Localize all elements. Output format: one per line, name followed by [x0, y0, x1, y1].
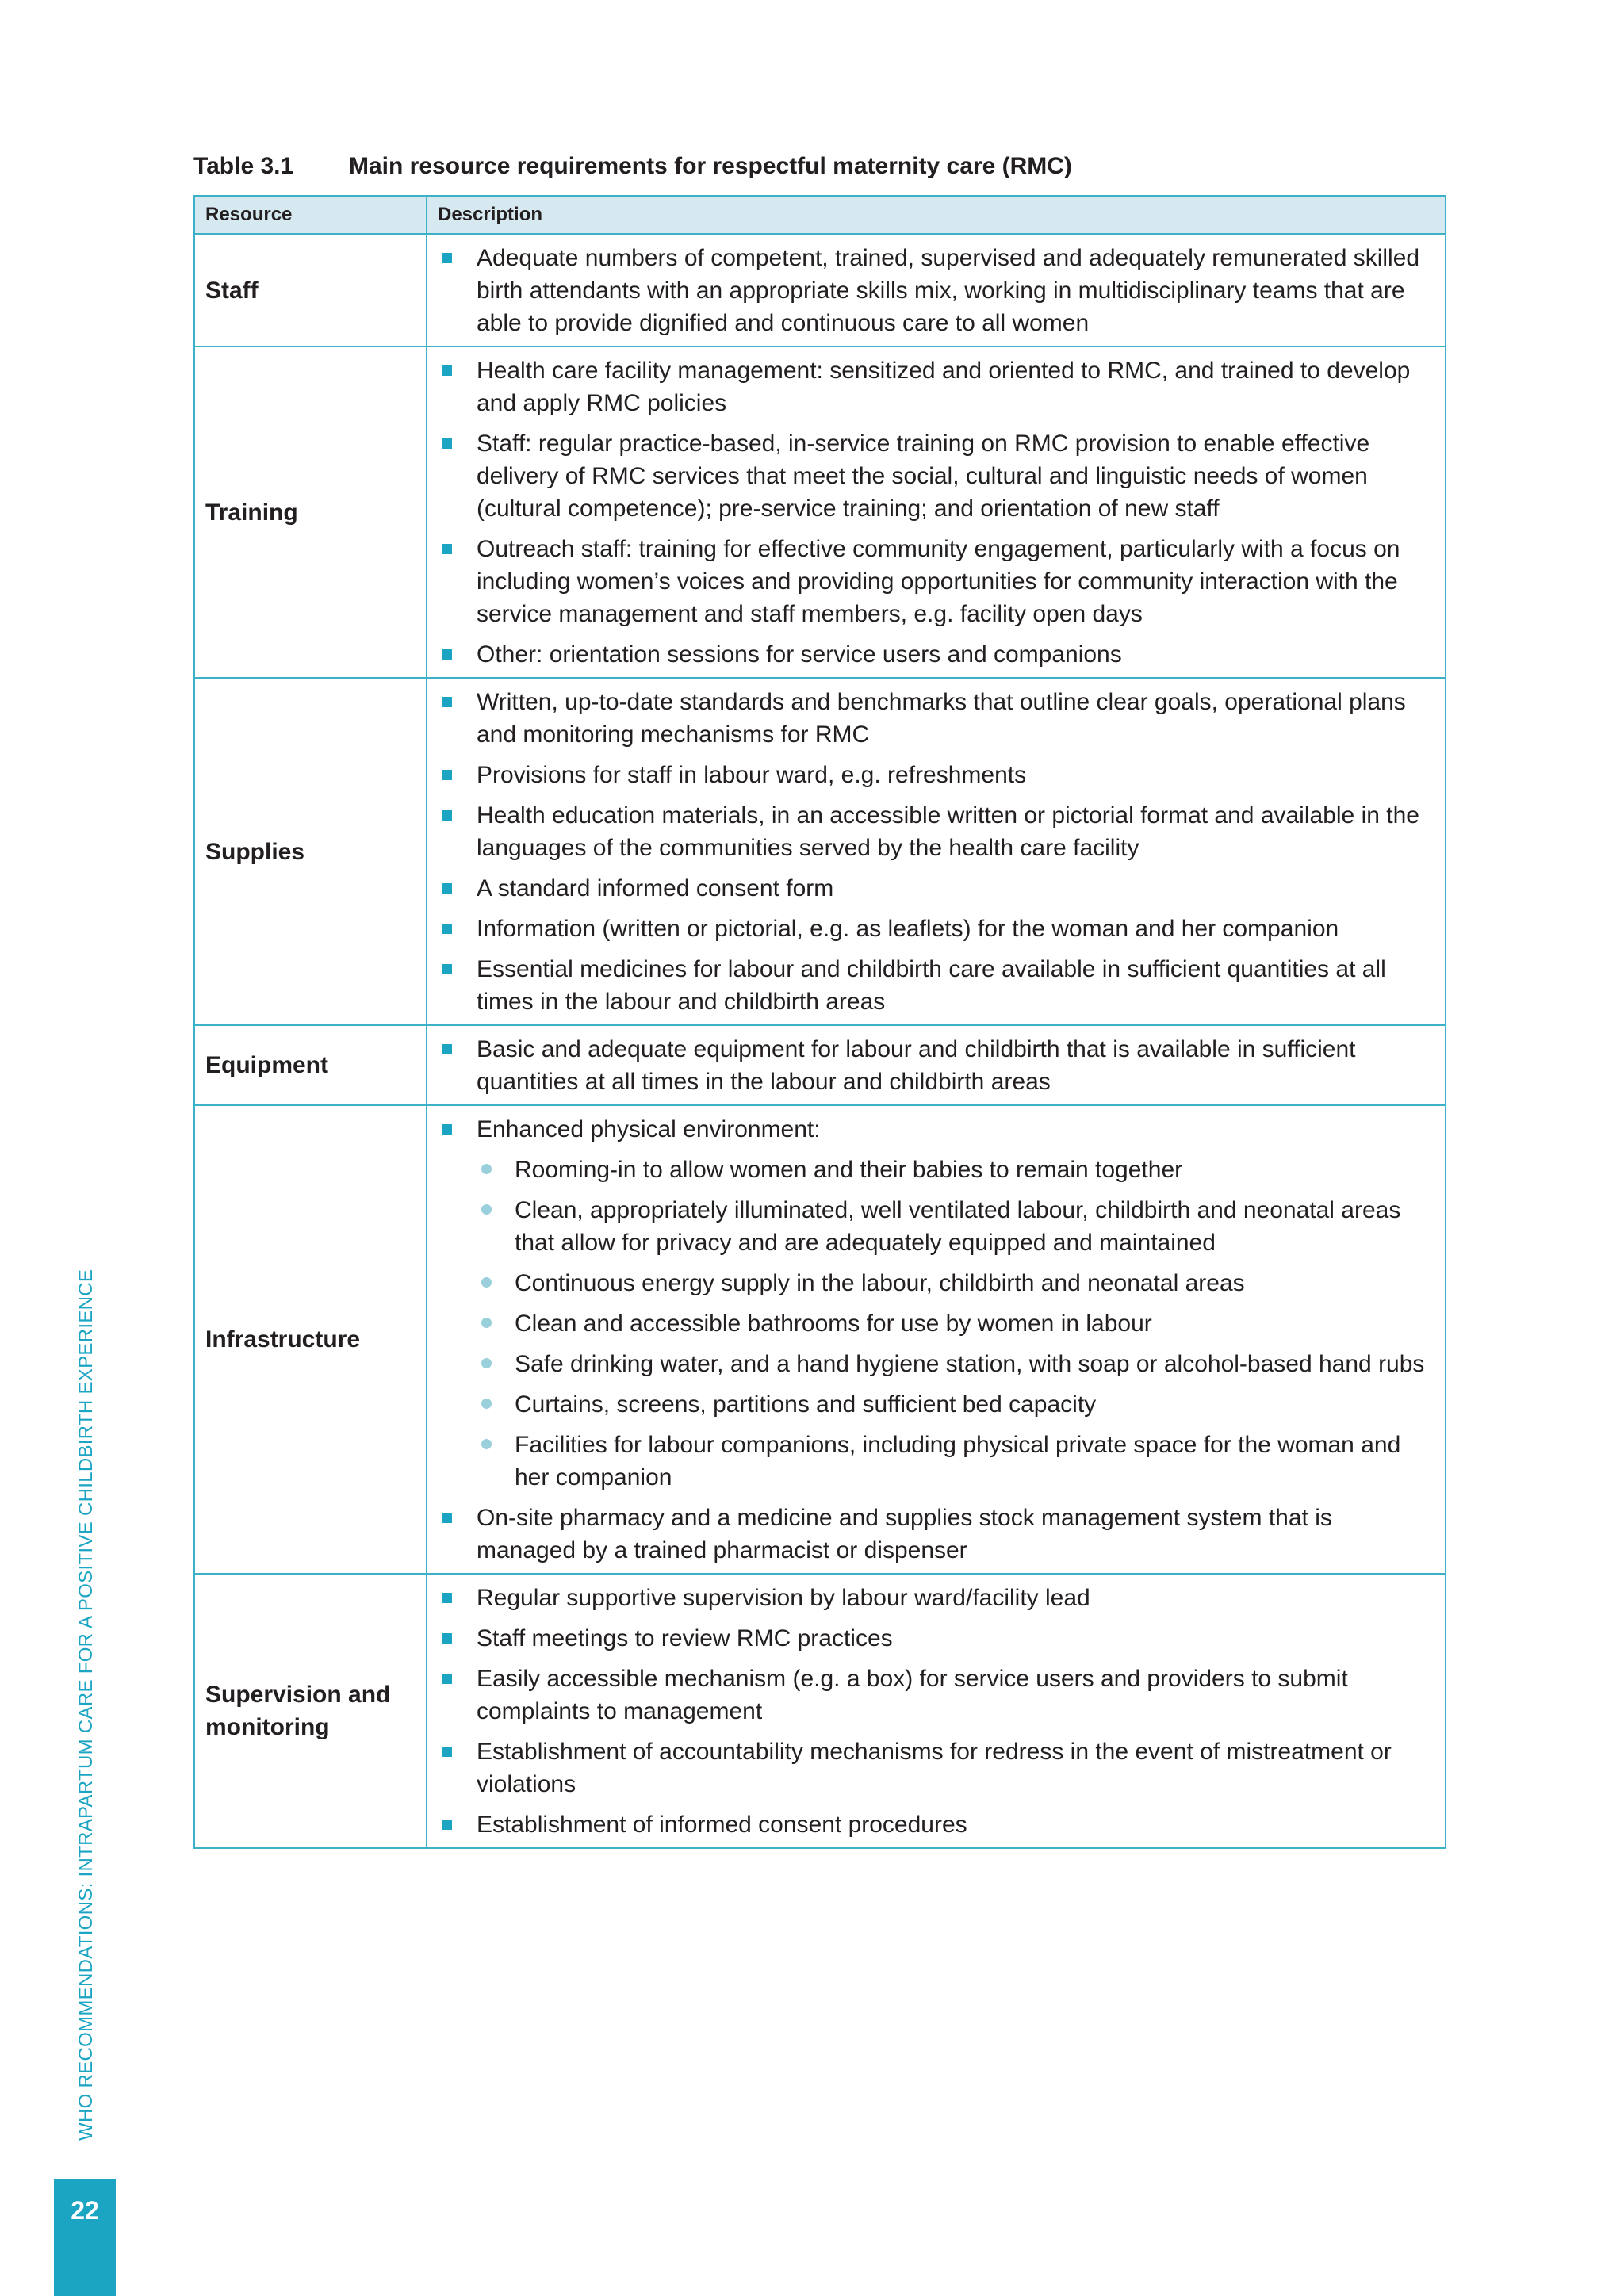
- list-item-text: Health education materials, in an accessible written or pictorial format and available in the languages of the communities served by the health care facility: [477, 802, 1419, 861]
- sub-list-item-text: Rooming-in to allow women and their babies to remain together: [515, 1157, 1183, 1183]
- list-item-text: Establishment of accountability mechanisms for redress in the event of mistreatment or violations: [477, 1739, 1392, 1797]
- page-number: 22: [71, 2196, 99, 2225]
- square-bullet-icon: [442, 544, 452, 554]
- description-list: [439, 686, 1434, 1018]
- list-item: [439, 686, 1434, 751]
- sub-list-item: [477, 1388, 1434, 1421]
- sub-list-item: [477, 1429, 1434, 1494]
- description-cell: [427, 1105, 1446, 1574]
- sub-list-item: [477, 1307, 1434, 1340]
- resource-requirements-table: [193, 195, 1446, 1849]
- round-bullet-icon: [481, 1204, 492, 1215]
- sub-list-item-text: Facilities for labour companions, including physical private space for the woman and her companion: [515, 1432, 1401, 1490]
- resource-cell: Supervision and monitoring: [194, 1574, 427, 1848]
- list-item-text: Enhanced physical environment:: [477, 1116, 821, 1142]
- list-item-text: Establishment of informed consent procedures: [477, 1812, 967, 1838]
- description-list: [439, 1113, 1434, 1567]
- square-bullet-icon: [442, 924, 452, 934]
- square-bullet-icon: [442, 1674, 452, 1684]
- square-bullet-icon: [442, 1044, 452, 1054]
- table-row: [194, 678, 1446, 1025]
- list-item-text: Essential medicines for labour and childbirth care available in sufficient quantities at all times in the labour and childbirth areas: [477, 956, 1386, 1015]
- list-item: [439, 1582, 1434, 1614]
- description-cell: [427, 234, 1446, 346]
- square-bullet-icon: [442, 1633, 452, 1644]
- description-list: [439, 354, 1434, 671]
- sub-list-item-text: Clean, appropriately illuminated, well ventilated labour, childbirth and neonatal areas that allow for privacy and are adequately equipped and maintained: [515, 1197, 1401, 1256]
- square-bullet-icon: [442, 810, 452, 821]
- round-bullet-icon: [481, 1318, 492, 1328]
- column-header-description: Description: [427, 196, 1446, 234]
- list-item: [439, 759, 1434, 791]
- list-item: [439, 953, 1434, 1018]
- square-bullet-icon: [442, 697, 452, 707]
- list-item: [439, 799, 1434, 864]
- table-header-row: [194, 196, 1446, 234]
- description-list: [439, 1033, 1434, 1098]
- resource-cell: Training: [194, 346, 427, 678]
- sub-list-item: [477, 1348, 1434, 1380]
- sub-list-item-text: Safe drinking water, and a hand hygiene station, with soap or alcohol-based hand rubs: [515, 1351, 1425, 1377]
- sub-list-item-text: Curtains, screens, partitions and sufficient bed capacity: [515, 1391, 1097, 1418]
- square-bullet-icon: [442, 1593, 452, 1603]
- square-bullet-icon: [442, 770, 452, 780]
- list-item: [439, 913, 1434, 945]
- table-row: [194, 1574, 1446, 1848]
- list-item-text: Health care facility management: sensitized and oriented to RMC, and trained to develop and apply RMC policies: [477, 358, 1411, 416]
- sub-list-item-text: Clean and accessible bathrooms for use by women in labour: [515, 1311, 1152, 1337]
- list-item-text: Staff: regular practice-based, in-service training on RMC provision to enable effective delivery of RMC services that meet the social, cultural and linguistic needs of women (cultural competence); pre-service training; and orientation of new staff: [477, 430, 1370, 522]
- square-bullet-icon: [442, 438, 452, 449]
- square-bullet-icon: [442, 253, 452, 263]
- list-item-text: Staff meetings to review RMC practices: [477, 1625, 893, 1651]
- list-item-text: A standard informed consent form: [477, 875, 834, 901]
- list-item-text: Written, up-to-date standards and benchmarks that outline clear goals, operational plans and monitoring mechanisms for RMC: [477, 689, 1406, 748]
- sub-list-item: [477, 1194, 1434, 1259]
- square-bullet-icon: [442, 1124, 452, 1135]
- list-item: [439, 1502, 1434, 1567]
- table-body: [194, 234, 1446, 1848]
- round-bullet-icon: [481, 1358, 492, 1368]
- square-bullet-icon: [442, 365, 452, 376]
- sub-list-item: [477, 1154, 1434, 1186]
- list-item-text: Provisions for staff in labour ward, e.g. refreshments: [477, 762, 1027, 788]
- round-bullet-icon: [481, 1277, 492, 1288]
- list-item-text: Outreach staff: training for effective community engagement, particularly with a focus on including women’s voices and providing opportunities for community interaction with the service management and staff members, e.g. facility open days: [477, 536, 1400, 627]
- list-item: [439, 427, 1434, 525]
- page-number-tab: [54, 2179, 116, 2296]
- table-row: [194, 234, 1446, 346]
- square-bullet-icon: [442, 883, 452, 894]
- column-header-resource: Resource: [194, 196, 427, 234]
- description-cell: [427, 1574, 1446, 1848]
- list-item: [439, 872, 1434, 905]
- list-item-text: On-site pharmacy and a medicine and supplies stock management system that is managed by a trained pharmacist or dispenser: [477, 1505, 1332, 1563]
- square-bullet-icon: [442, 1513, 452, 1523]
- resource-cell: Equipment: [194, 1025, 427, 1105]
- description-cell: [427, 1025, 1446, 1105]
- list-item-text: Other: orientation sessions for service users and companions: [477, 641, 1122, 668]
- table-row: [194, 1105, 1446, 1574]
- description-list: [439, 242, 1434, 339]
- round-bullet-icon: [481, 1164, 492, 1174]
- list-item-text: Basic and adequate equipment for labour and childbirth that is available in sufficient quantities at all times in the labour and childbirth areas: [477, 1036, 1356, 1095]
- list-item-text: Adequate numbers of competent, trained, supervised and adequately remunerated skilled birth attendants with an appropriate skills mix, working in multidisciplinary teams that are able to provide dignified and continuous care to all women: [477, 245, 1420, 336]
- list-item: [439, 242, 1434, 339]
- square-bullet-icon: [442, 964, 452, 974]
- sub-list: [477, 1154, 1434, 1494]
- description-list: [439, 1582, 1434, 1841]
- list-item-text: Information (written or pictorial, e.g. as leaflets) for the woman and her companion: [477, 916, 1339, 942]
- table-title: Main resource requirements for respectful maternity care (RMC): [349, 153, 1072, 179]
- description-cell: [427, 346, 1446, 678]
- list-item: [439, 1113, 1434, 1494]
- description-cell: [427, 678, 1446, 1025]
- list-item-text: Regular supportive supervision by labour ward/facility lead: [477, 1585, 1090, 1611]
- list-item: [439, 354, 1434, 419]
- list-item-text: Easily accessible mechanism (e.g. a box) for service users and providers to submit complaints to management: [477, 1666, 1348, 1724]
- square-bullet-icon: [442, 1820, 452, 1830]
- resource-cell: Supplies: [194, 678, 427, 1025]
- list-item: [439, 638, 1434, 671]
- resource-cell: Staff: [194, 234, 427, 346]
- table-number: Table 3.1: [193, 153, 294, 179]
- list-item: [439, 1735, 1434, 1800]
- table-row: [194, 1025, 1446, 1105]
- list-item: [439, 1622, 1434, 1655]
- square-bullet-icon: [442, 649, 452, 660]
- list-item: [439, 1808, 1434, 1841]
- round-bullet-icon: [481, 1439, 492, 1449]
- round-bullet-icon: [481, 1399, 492, 1409]
- sub-list-item: [477, 1267, 1434, 1299]
- running-title: WHO RECOMMENDATIONS: INTRAPARTUM CARE FOR A POSITIVE CHILDBIRTH EXPERIENCE: [75, 1269, 97, 2141]
- table-row: [194, 346, 1446, 678]
- list-item: [439, 1033, 1434, 1098]
- square-bullet-icon: [442, 1747, 452, 1757]
- list-item: [439, 533, 1434, 630]
- list-item: [439, 1663, 1434, 1728]
- resource-cell: Infrastructure: [194, 1105, 427, 1574]
- sub-list-item-text: Continuous energy supply in the labour, childbirth and neonatal areas: [515, 1270, 1245, 1296]
- table-caption: [193, 149, 1446, 184]
